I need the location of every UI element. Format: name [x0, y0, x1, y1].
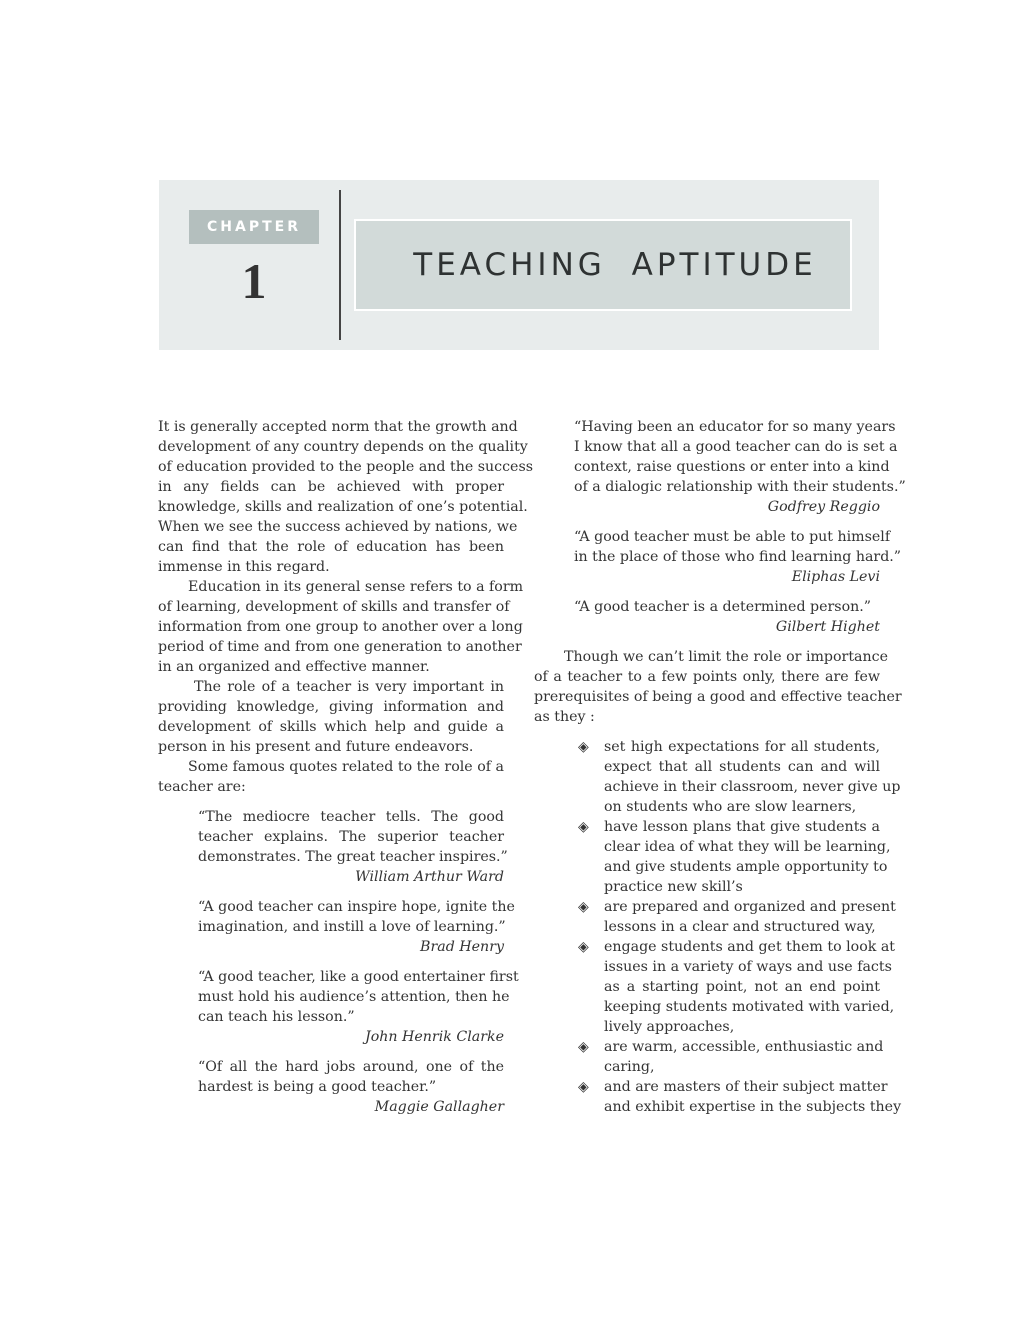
text-line: development of skills which help and guide a [158, 719, 504, 735]
text-line: lively approaches, [604, 1019, 735, 1035]
text-line: Education in its general sense refers to a form [188, 579, 524, 595]
text-line: can find that the role of education has been [158, 539, 504, 555]
text-line: “A good teacher, like a good entertainer first [198, 969, 519, 985]
text-line: “Of all the hard jobs around, one of the [198, 1059, 504, 1075]
text-line: in an organized and effective manner. [158, 659, 430, 675]
text-line: clear idea of what they will be learning, [604, 839, 891, 855]
quote-block [198, 807, 508, 887]
header-divider [339, 190, 341, 340]
paragraph [158, 757, 504, 797]
list-item [578, 817, 891, 897]
quote-block [574, 527, 902, 587]
text-line: teacher are: [158, 779, 246, 795]
paragraph [158, 417, 534, 577]
list-item [578, 737, 901, 817]
list-item [578, 1037, 884, 1077]
chapter-number: 1 [241, 253, 267, 309]
text-line: on students who are slow learners, [604, 799, 857, 815]
text-line: information from one group to another over a long [158, 619, 523, 635]
quote-author: Maggie Gallagher [374, 1099, 504, 1115]
list-item [578, 1077, 902, 1117]
quote-block [198, 897, 515, 957]
text-line: lessons in a clear and structured way, [604, 919, 876, 935]
list-item [578, 937, 896, 1037]
text-line: person in his present and future endeavors. [158, 739, 474, 755]
text-line: providing knowledge, giving information and [158, 699, 504, 715]
list-item [578, 897, 896, 937]
text-line: “A good teacher is a determined person.” [574, 599, 872, 615]
text-line: “A good teacher can inspire hope, ignite the [198, 899, 515, 915]
text-line: and are masters of their subject matter [604, 1079, 888, 1095]
paragraph [158, 677, 504, 757]
text-line: engage students and get them to look at [604, 939, 896, 955]
quote-author: Gilbert Highet [775, 619, 880, 635]
intro-paragraph [534, 647, 902, 727]
text-line: prerequisites of being a good and effective teacher [534, 689, 902, 705]
text-line: can teach his lesson.” [198, 1009, 355, 1025]
text-line: and give students ample opportunity to [604, 859, 888, 875]
text-line: demonstrates. The great teacher inspires.” [198, 849, 508, 865]
text-line: period of time and from one generation to another [158, 639, 522, 655]
quote-author: Godfrey Reggio [767, 499, 880, 515]
quote-block [198, 967, 519, 1047]
text-line: of a dialogic relationship with their students.” [574, 479, 906, 495]
title-box [354, 219, 852, 311]
text-line: practice new skill’s [604, 879, 743, 895]
text-line: as a starting point, not an end point [604, 979, 880, 995]
text-line: achieve in their classroom, never give up [604, 779, 901, 795]
text-line: keeping students motivated with varied, [604, 999, 895, 1015]
text-line: issues in a variety of ways and use facts [604, 959, 892, 975]
text-line: I know that all a good teacher can do is set a [574, 439, 898, 455]
quote-author: Eliphas Levi [791, 569, 880, 585]
diamond-bullet-icon: ◈ [578, 819, 589, 835]
diamond-bullet-icon: ◈ [578, 899, 589, 915]
text-line: have lesson plans that give students a [604, 819, 880, 835]
text-line: as they : [534, 709, 595, 725]
text-line: of learning, development of skills and transfer of [158, 599, 510, 615]
bullet-list [578, 737, 902, 1117]
quote-author: Brad Henry [420, 939, 504, 955]
text-line: “The mediocre teacher tells. The good [198, 809, 504, 825]
text-line: caring, [604, 1059, 655, 1075]
quote-block [574, 597, 880, 637]
chapter-label: CHAPTER [189, 210, 319, 244]
text-line: context, raise questions or enter into a kind [574, 459, 890, 475]
chapter-title: TEACHING APTITUDE [413, 247, 817, 283]
text-line: are prepared and organized and present [604, 899, 896, 915]
quote-author: William Arthur Ward [355, 869, 504, 885]
text-line: hardest is being a good teacher.” [198, 1079, 437, 1095]
text-line: knowledge, skills and realization of one’s potential. [158, 499, 528, 515]
text-line: imagination, and instill a love of learning.” [198, 919, 506, 935]
text-line: must hold his audience’s attention, then he [198, 989, 510, 1005]
diamond-bullet-icon: ◈ [578, 1039, 589, 1055]
text-line: are warm, accessible, enthusiastic and [604, 1039, 884, 1055]
quote-block [198, 1057, 504, 1117]
left-column [158, 417, 534, 1117]
text-line: immense in this regard. [158, 559, 330, 575]
text-line: in the place of those who find learning hard.” [574, 549, 902, 565]
quote-block [574, 417, 906, 517]
text-line: Some famous quotes related to the role of a [188, 759, 504, 775]
text-line: expect that all students can and will [604, 759, 880, 775]
right-column [534, 417, 906, 1117]
text-line: and exhibit expertise in the subjects they [604, 1099, 902, 1115]
text-line: set high expectations for all students, [604, 739, 880, 755]
diamond-bullet-icon: ◈ [578, 739, 589, 755]
text-line: When we see the success achieved by nations, we [158, 519, 518, 535]
text-line: teacher explains. The superior teacher [198, 829, 504, 845]
diamond-bullet-icon: ◈ [578, 1079, 589, 1095]
quote-author: John Henrik Clarke [365, 1029, 504, 1045]
text-line: “Having been an educator for so many years [574, 419, 896, 435]
text-line: in any fields can be achieved with proper [158, 479, 504, 495]
text-line: “A good teacher must be able to put himself [574, 529, 891, 545]
text-line: of education provided to the people and the success [158, 459, 534, 475]
paragraph [158, 577, 524, 677]
text-line: of a teacher to a few points only, there are few [534, 669, 880, 685]
diamond-bullet-icon: ◈ [578, 939, 589, 955]
text-line: Though we can’t limit the role or importance [564, 649, 888, 665]
text-line: development of any country depends on the quality [158, 439, 528, 455]
text-line: It is generally accepted norm that the growth and [158, 419, 518, 435]
text-line: The role of a teacher is very important in [194, 679, 504, 695]
